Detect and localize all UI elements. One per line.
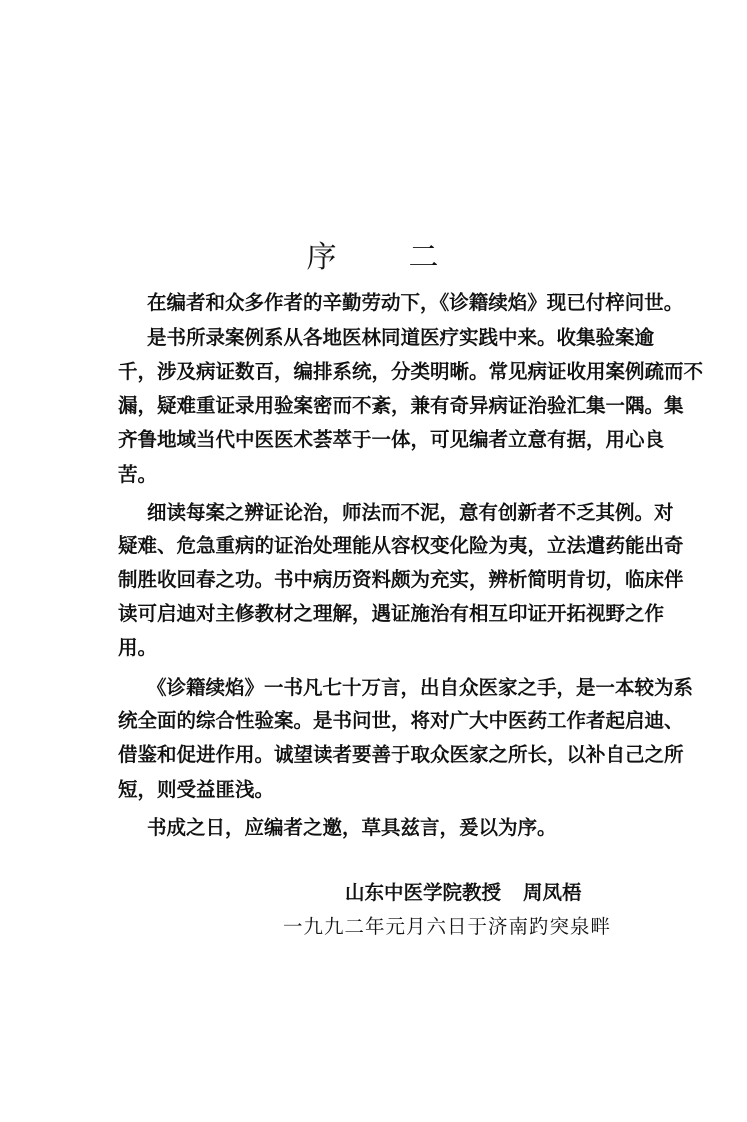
paragraph-4-line: 借鉴和促进作用。诚望读者要善于取众医家之所长，以补自己之所 [118, 743, 684, 766]
paragraph-2-line: 千，涉及病证数百，编排系统，分类明晰。常见病证收用案例疏而不 [118, 360, 704, 383]
signature-name: 周凤梧 [523, 881, 582, 904]
paragraph-2-line: 苦。 [118, 463, 158, 486]
signature [345, 877, 582, 905]
paragraph-1-line: 在编者和众多作者的辛勤劳动下，《诊籍续焰》现已付梓问世。 [147, 291, 684, 314]
paragraph-2-line: 齐鲁地域当代中医医术荟萃于一体，可见编者立意有据，用心良 [118, 428, 665, 451]
date-place: 一九九二年元月六日于济南趵突泉畔 [283, 915, 612, 938]
paragraph-3-line: 读可启迪对主修教材之理解，遇证施治有相互印证开拓视野之作 [118, 602, 665, 625]
paragraph-2-line: 漏，疑难重证录用验案密而不紊，兼有奇异病证治验汇集一隅。集 [118, 394, 684, 417]
signature-affiliation: 山东中医学院教授 [345, 881, 502, 904]
paragraph-3-line: 细读每案之辨证论治，师法而不泥，意有创新者不乏其例。对 [147, 501, 674, 524]
paragraph-5-line: 书成之日，应编者之邀，草具兹言，爰以为序。 [147, 816, 557, 839]
paragraph-2-line: 是书所录案例系从各地医林同道医疗实践中来。收集验案逾 [147, 326, 655, 349]
paragraph-3-line: 疑难、危急重病的证治处理能从容权变化险为夷，立法遣药能出奇 [118, 534, 684, 557]
title-char-1: 序 [306, 240, 339, 275]
paragraph-3-line: 制胜收回春之功。书中病历资料颇为充实，辨析简明肯切，临床伴 [118, 568, 684, 591]
paragraph-4-line: 《诊籍续焰》一书凡七十万言，出自众医家之手，是一本较为系 [147, 676, 694, 699]
paragraph-4-line: 短，则受益匪浅。 [118, 778, 275, 801]
paragraph-4-line: 统全面的综合性验案。是书问世，将对广大中医药工作者起启迪、 [118, 709, 684, 732]
page-title [0, 232, 747, 276]
paragraph-3-line: 用。 [118, 636, 158, 659]
title-char-2: 二 [408, 240, 441, 275]
